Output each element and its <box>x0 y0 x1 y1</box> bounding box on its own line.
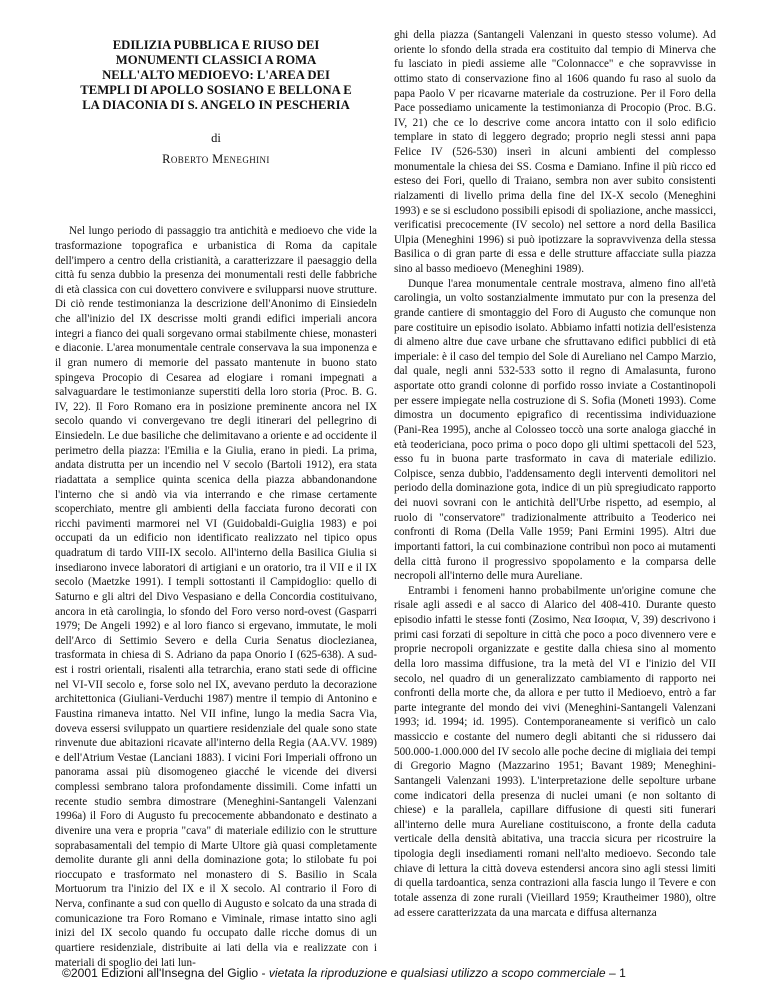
footer-page-number: – 1 <box>605 966 626 980</box>
body-paragraph: ghi della piazza (Santangeli Valenzani in questo stesso volume). Ad oriente lo sfondo della strada era costituito dal tempio di Minerva che fu lasciato in piedi assieme alle "Colonnacce" e che sopravvisse in ottimo stato di conservazione fino al 1606 quando fu raso al suolo da papa Paolo V per ricavarne materiale da costruzione. Per il Foro della Pace possediamo unicamente la testimonianza di Procopio (Proc. B.G. IV, 21) che ce lo descrive come ancora intatto con il solo edificio templare in stato di leggero degrado; proprio negli stessi anni papa Felice IV (526-530) inserì in alcuni ambienti del complesso monumentale la chiesa dei SS. Cosma e Damiano. Infine il più ricco ed esteso dei Fori, quello di Traiano, sembra non aver subito consistenti rialzamenti di livello prima della fine del IX-X secolo (Meneghini 1993) e se si escludono possibili episodi di spoliazione, anche massicci, verificatisi precocemente (IV secolo) nel settore a nord della Basilica Ulpia (Meneghini 1996) si può ipotizzare la sopravvivenza della stessa Basilica o di gran parte di essa e delle strutture affacciate sulla piazza sino al basso medioevo (Meneghini 1989). <box>394 29 716 275</box>
author-name: Roberto Meneghini <box>162 151 270 166</box>
byline-di: di <box>211 131 221 145</box>
title-line: MONUMENTI CLASSICI A ROMA <box>115 53 317 67</box>
article-title <box>55 38 377 113</box>
right-column <box>394 28 716 920</box>
body-paragraph: Dunque l'area monumentale centrale mostrava, almeno fino all'età carolingia, un volto sostanzialmente immutato pur con la presenza del grande cantiere di smontaggio del Foro di Augusto che comunque non pare costituire un episodio isolato. Abbiamo infatti notizia dell'esistenza di almeno altre due cave urbane che sfruttavano edifici pubblici di età imperiale: è il caso del tempio del Sole di Aureliano nel Campo Marzio, dal quale, negli anni 532-533 sotto il regno di Amalasunta, furono asportate otto grandi colonne di porfido rosso inviate a Costantinopoli per essere impiegate nella costruzione di S. Sofia (Moneti 1993). Come dimostra un documento epigrafico di recentissima individuazione (Pani-Rea 1995), anche al Colosseo toccò una sorte analoga giacché in età teodericiana, poco prima o poco dopo gli ultimi spettacoli del 523, esso fu in buona parte trasformato in cava di materiale edilizio. Colpisce, senza dubbio, l'addensamento degli interventi demolitori nel periodo della dominazione gota, indice di un più spregiudicato rapporto dei nuovi sovrani con le antichità dell'Urbe rispetto, ad esempio, al ruolo di "conservatore" tradizionalmente attribuito a Teoderico nei confronti di Roma (Della Valle 1959; Pani Ermini 1995). Altri due importanti fattori, la cui combinazione contribuì non poco ai mutamenti della città furono il progressivo spopolamento e la comparsa delle necropoli all'interno delle mura Aureliane. <box>394 277 716 583</box>
title-line: NELL'ALTO MEDIOEVO: L'AREA DEI <box>102 68 330 82</box>
title-line: EDILIZIA PUBBLICA E RIUSO DEI <box>112 38 320 52</box>
title-line: TEMPLI DI APOLLO SOSIANO E BELLONA E <box>80 83 352 97</box>
body-paragraph: Entrambi i fenomeni hanno probabilmente un'origine comune che risale agli assedi e al sacco di Alarico del 408-410. Durante questo episodio infatti le stesse fonti (Zosimo, Νεα Ισοφια, V, 39) descrivono i primi casi forzati di sepolture in città che poco a poco divennero vere e proprie necropoli organizzate e gestite dalla chiesa sino al momento della loro massima diffusione, tra la metà del VI e l'inizio del VII secolo, nel quadro di un generalizzato cambiamento di rapporto nei confronti della morte che, da allora e per tutto il Medioevo, entrò a far parte integrante del mondo dei vivi (Meneghini-Santangeli Valenzani 1993; id. 1994; id. 1995). Contemporaneamente si verificò un calo massiccio e costante del numero degli abitanti che si ridussero dai 500.000-1.000.000 del IV secolo alle poche decine di migliaia dei tempi di Gregorio Magno (Mazzarino 1951; Bavant 1989; Meneghini-Santangeli Valenzani 1993). L'interpretazione delle sepolture urbane come indicatori della presenza di nuclei umani (e non soltanto di chiese) e la parallela, capillare diffusione di questi siti funerari all'interno delle mura Aureliane costituiscono, a fronte della caduta verticale della densità abitativa, una traccia sicura per ricostruire la tipologia degli insediamenti romani nell'alto medioevo. Secondo tale chiave di lettura la città doveva estendersi ancora sino agli stessi limiti di quella tardoantica, senza contrazioni alla fascia lungo il Tevere e con totale assenza di zone rurali (Vieillard 1959; Krautheimer 1980), oltre ad essere caratterizzata da una marcata e diffusa alternanza <box>394 584 716 919</box>
body-paragraph: Nel lungo periodo di passaggio tra antichità e medioevo che vide la trasformazione topografica e urbanistica di Roma da capitale dell'impero a centro della cristianità, a caratterizzare il paesaggio della città fu senza dubbio la presenza dei monumentali resti delle fabbriche di età classica con cui dovettero convivere e svilupparsi nuove strutture. Di ciò rende testimonianza la descrizione dell'Anonimo di Einsiedeln che all'inizio del IX descrisse molti grandi edifici imperiali ancora integri a fianco dei quali sorgevano ormai stabilmente chiese, monasteri e diaconie. L'area monumentale centrale conservava la sua imponenza e il gran numero di memorie del passato mantenute in buono stato spingeva Procopio di Cesarea ad elogiare i romani impegnati a salvaguardare le testimonianze superstiti della loro storia (Proc. B. G. IV, 22). Il Foro Romano era in posizione preminente ancora nel IX secolo quando vi convergevano tre degli itinerari del pellegrino di Einsiedeln. Le due basiliche che delimitavano a oriente e ad occidente il perimetro della piazza: l'Emilia e la Giulia, erano in piedi. La prima, andata distrutta per un incendio nel V secolo (Bartoli 1912), era stata riadattata a semplice quinta scenica della piazza abbandonandone l'interno che si andò via via interrando e che rimase certamente scoperchiato, mentre gli ambienti della facciata furono decorati con ricchi pavimenti marmorei nel VI (Guidobaldi-Guiglia 1983) e poi occupati da un edificio non identificato realizzato nel tipico opus quadratum di tardo VIII-IX secolo. All'interno della Basilica Giulia si insediarono invece laboratori di artigiani e un oratorio, tra il VII e il IX secolo (Maetzke 1991). I templi sottostanti il Campidoglio: quello di Saturno e gli altri del Divo Vespasiano e della Concordia costituivano, ancora in età carolingia, lo sfondo del Foro verso nord-ovest (Gasparri 1979; De Angeli 1992) e al loro fianco si ergevano, immutate, le moli dell'Arco di Settimio Severo e della Curia Senatus dioclezianea, trasformata in chiesa di S. Adriano da papa Onorio I (625-638). A sud-est i rostri orientali, risalenti alla tetrarchia, erano stati sede di officine nel VI-VII secolo e, forse solo nel IX, avevano perduto la decorazione architettonica (Giuliani-Verduchi 1987) mentre il tempio di Antonino e Faustina rimaneva intatto. Nel VII infine, lungo la media Sacra Via, doveva essersi sviluppato un quartiere residenziale del quale sono state rinvenute due abitazioni ricavate all'interno della Regia (AA.VV. 1989) e dell'Atrium Vestae (Lanciani 1883). I vicini Fori Imperiali offrono un panorama assai più disomogeneo giacché le vicende dei diversi complessi sembrano talora profondamente dissimili. Come infatti un recente studio sembra dimostrare (Meneghini-Santangeli Valenzani 1996a) il Foro di Augusto fu precocemente abbandonato e destinato a divenire una vera e propria "cava" di materiale edilizio con le strutture soprabasamentali del tempio di Marte Ultore già quasi completamente demolite durante gli anni della dominazione gota; lo stilobate fu poi rioccupato e trasformato nel monastero di S. Basilio in Scala Mortuorum tra l'inizio del IX e il X secolo. Al contrario il Foro di Nerva, confinante a sud con quello di Augusto e solcato da una strada di comunicazione tra Foro Romano e Viminale, rimase intatto sino agli inizi del IX secolo quando fu occupato dalle ricche domus di un quartiere residenziale, distribuite ai lati della via e realizzate con i materiali di spoglio dei lati lun- <box>55 225 377 969</box>
footer-notice: vietata la riproduzione e qualsiasi utilizzo a scopo commerciale <box>268 966 606 980</box>
page-footer <box>62 966 722 980</box>
title-line: LA DIACONIA DI S. ANGELO IN PESCHERIA <box>82 98 350 112</box>
footer-copyright: ©2001 Edizioni all'Insegna del Giglio - <box>62 966 269 980</box>
left-column <box>55 38 377 970</box>
